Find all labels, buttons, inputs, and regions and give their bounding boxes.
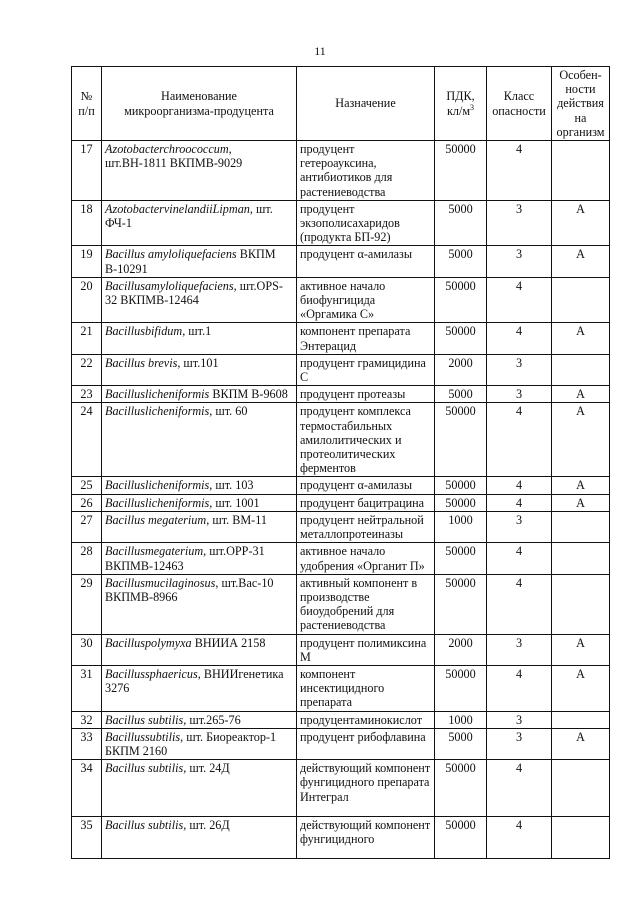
hazard-class-cell: 4: [487, 543, 552, 574]
purpose-cell: продуцент α-амилазы: [297, 246, 435, 277]
feature-cell: [552, 511, 610, 542]
organism-species: Bacillus subtilis: [105, 818, 184, 833]
organism-strain: ВКПМ В-9608: [209, 387, 288, 402]
organism-name: [102, 494, 297, 511]
row-number: 23: [72, 386, 102, 403]
row-number: 21: [72, 323, 102, 354]
header-num: № п/п: [72, 67, 102, 141]
purpose-cell: продуцент полимиксина М: [297, 634, 435, 665]
organism-species: Bacillus subtilis: [105, 712, 184, 727]
table-body: [72, 141, 610, 859]
purpose-cell: активный компонент в производстве биоудобрений для растениеводства: [297, 574, 435, 634]
organism-strain: , шт.Вас-10 ВКПМВ-8966: [105, 575, 274, 604]
organism-name: [102, 665, 297, 711]
table-row: [72, 386, 610, 403]
purpose-cell: продуцент гетероауксина, антибиотиков для растениеводства: [297, 141, 435, 201]
row-number: 34: [72, 760, 102, 817]
organism-strain: , ВНИИгенетика 3276: [105, 666, 284, 696]
table-row: [72, 728, 610, 759]
table-row: [72, 711, 610, 728]
feature-cell: А: [552, 323, 610, 354]
hazard-class-cell: 4: [487, 494, 552, 511]
organism-species: Bacillus amyloliquefaciens: [105, 247, 237, 262]
feature-cell: А: [552, 403, 610, 477]
organism-name: [102, 386, 297, 403]
feature-cell: [552, 711, 610, 728]
pdk-cell: 5000: [435, 728, 487, 759]
pdk-cell: 50000: [435, 574, 487, 634]
pdk-cell: 2000: [435, 354, 487, 385]
feature-cell: [552, 543, 610, 574]
organism-strain: , шт. 1001: [209, 495, 260, 510]
organism-species: AzotobactervinelandiiLipman: [105, 201, 250, 216]
organism-species: Bacillus megaterium: [105, 512, 207, 527]
table-row: [72, 200, 610, 246]
organism-strain: , шт. 103: [209, 478, 254, 493]
hazard-class-cell: 4: [487, 760, 552, 817]
organism-name: [102, 817, 297, 859]
organism-species: Bacillusmucilaginosus: [105, 575, 216, 590]
organism-strain: , шт. 26Д: [183, 818, 230, 833]
microorganism-table: [71, 66, 610, 859]
organism-strain: , шт. Биореактор-1 БКПМ 2160: [105, 729, 277, 758]
pdk-cell: 50000: [435, 543, 487, 574]
table-row: [72, 543, 610, 574]
organism-species: Bacillus brevis: [105, 355, 178, 370]
organism-name: [102, 246, 297, 277]
pdk-cell: 2000: [435, 634, 487, 665]
organism-species: Bacilluslicheniformis: [105, 478, 210, 493]
organism-species: Bacilluslicheniformis: [105, 387, 210, 402]
purpose-cell: продуцент протеазы: [297, 386, 435, 403]
hazard-class-cell: 3: [487, 246, 552, 277]
hazard-class-cell: 3: [487, 386, 552, 403]
organism-strain: ВКПМ В-10291: [105, 247, 276, 276]
hazard-class-cell: 4: [487, 477, 552, 494]
hazard-class-cell: 3: [487, 511, 552, 542]
organism-strain: , шт.101: [177, 355, 219, 370]
feature-cell: [552, 354, 610, 385]
pdk-cell: 50000: [435, 494, 487, 511]
row-number: 18: [72, 200, 102, 246]
organism-species: Bacilluspolymyxa: [105, 635, 192, 650]
purpose-cell: продуцент α-амилазы: [297, 477, 435, 494]
organism-strain: , шт. 24Д: [183, 761, 230, 776]
hazard-class-cell: 4: [487, 323, 552, 354]
pdk-cell: 50000: [435, 760, 487, 817]
hazard-class-cell: 3: [487, 354, 552, 385]
pdk-cell: 50000: [435, 477, 487, 494]
organism-name: [102, 354, 297, 385]
feature-cell: А: [552, 665, 610, 711]
row-number: 28: [72, 543, 102, 574]
header-features: Особен- ности действия на организм: [552, 67, 610, 141]
row-number: 22: [72, 354, 102, 385]
table-row: [72, 246, 610, 277]
organism-species: Bacillusmegaterium: [105, 544, 204, 559]
hazard-class-cell: 4: [487, 665, 552, 711]
hazard-class-cell: 3: [487, 711, 552, 728]
table-row: [72, 354, 610, 385]
feature-cell: А: [552, 634, 610, 665]
organism-species: Bacillus subtilis: [105, 761, 184, 776]
hazard-class-cell: 3: [487, 200, 552, 246]
row-number: 20: [72, 277, 102, 323]
pdk-cell: 50000: [435, 817, 487, 859]
pdk-cell: 50000: [435, 323, 487, 354]
header-hazard: Класс опасности: [487, 67, 552, 141]
organism-name: [102, 141, 297, 201]
hazard-class-cell: 4: [487, 817, 552, 859]
organism-species: Bacillusbifidum: [105, 324, 183, 339]
purpose-cell: действующий компонент фунгицидного: [297, 817, 435, 859]
hazard-class-cell: 4: [487, 277, 552, 323]
organism-name: [102, 477, 297, 494]
pdk-cell: 5000: [435, 200, 487, 246]
row-number: 29: [72, 574, 102, 634]
row-number: 25: [72, 477, 102, 494]
purpose-cell: продуцент экзополисахаридов (продукта БП-92): [297, 200, 435, 246]
organism-strain: , шт. ФЧ-1: [105, 201, 273, 231]
row-number: 35: [72, 817, 102, 859]
row-number: 26: [72, 494, 102, 511]
row-number: 32: [72, 711, 102, 728]
organism-name: [102, 634, 297, 665]
purpose-cell: продуцент рибофлавина: [297, 728, 435, 759]
organism-name: [102, 323, 297, 354]
pdk-cell: 5000: [435, 386, 487, 403]
organism-name: [102, 511, 297, 542]
hazard-class-cell: 3: [487, 634, 552, 665]
header-purpose: Назначение: [297, 67, 435, 141]
feature-cell: [552, 817, 610, 859]
purpose-cell: продуцент грамицидина С: [297, 354, 435, 385]
table-row: [72, 511, 610, 542]
feature-cell: [552, 574, 610, 634]
purpose-cell: продуцент бацитрацина: [297, 494, 435, 511]
purpose-cell: активное начало биофунгицида «Оргамика С»: [297, 277, 435, 323]
purpose-cell: компонент инсектицидного препарата: [297, 665, 435, 711]
feature-cell: А: [552, 246, 610, 277]
organism-strain: , шт. 60: [209, 404, 248, 419]
pdk-cell: 50000: [435, 403, 487, 477]
pdk-cell: 50000: [435, 665, 487, 711]
organism-strain: ВНИИА 2158: [191, 635, 266, 650]
organism-strain: , шт.ВН-1811 ВКПМВ-9029: [105, 142, 243, 171]
row-number: 30: [72, 634, 102, 665]
organism-strain: , шт. ВМ-11: [206, 512, 267, 527]
purpose-cell: продуцентаминокислот: [297, 711, 435, 728]
header-name: Наименование микроорганизма-продуцента: [102, 67, 297, 141]
organism-species: Bacilluslicheniformis: [105, 495, 210, 510]
organism-name: [102, 403, 297, 477]
feature-cell: А: [552, 728, 610, 759]
organism-species: Azotobacterchroococcum: [105, 142, 229, 157]
feature-cell: А: [552, 494, 610, 511]
row-number: 24: [72, 403, 102, 477]
organism-name: [102, 711, 297, 728]
page-number: 11: [314, 44, 326, 58]
purpose-cell: компонент препарата Энтерацид: [297, 323, 435, 354]
purpose-cell: действующий компонент фунгицидного препарата Интеграл: [297, 760, 435, 817]
table-row: [72, 277, 610, 323]
purpose-cell: продуцент комплекса термостабильных амилолитических и протеолитических ферментов: [297, 403, 435, 477]
table-row: [72, 323, 610, 354]
organism-strain: , шт.ОРР-31 ВКПМВ-12463: [105, 544, 265, 573]
organism-species: Bacillussphaericus: [105, 666, 198, 681]
organism-name: [102, 277, 297, 323]
table-row: [72, 817, 610, 859]
organism-name: [102, 574, 297, 634]
row-number: 17: [72, 141, 102, 201]
hazard-class-cell: 4: [487, 403, 552, 477]
table-row: [72, 494, 610, 511]
table-header-row: [72, 67, 610, 141]
organism-species: Bacillussubtilis: [105, 729, 181, 744]
feature-cell: А: [552, 200, 610, 246]
organism-species: Bacilluslicheniformis: [105, 404, 210, 419]
pdk-cell: 50000: [435, 141, 487, 201]
organism-name: [102, 543, 297, 574]
pdk-cell: 1000: [435, 511, 487, 542]
hazard-class-cell: 4: [487, 574, 552, 634]
row-number: 19: [72, 246, 102, 277]
feature-cell: [552, 141, 610, 201]
table-row: [72, 403, 610, 477]
table-row: [72, 665, 610, 711]
feature-cell: А: [552, 477, 610, 494]
row-number: 33: [72, 728, 102, 759]
header-pdk: ПДК, $кл/м^3$: [435, 67, 487, 141]
row-number: 27: [72, 511, 102, 542]
purpose-cell: продуцент нейтральной металлопротеиназы: [297, 511, 435, 542]
organism-name: [102, 728, 297, 759]
feature-cell: [552, 760, 610, 817]
organism-name: [102, 760, 297, 817]
feature-cell: А: [552, 386, 610, 403]
row-number: 31: [72, 665, 102, 711]
table-row: [72, 141, 610, 201]
organism-species: Bacillusamyloliquefaciens: [105, 278, 234, 293]
purpose-cell: активное начало удобрения «Органит П»: [297, 543, 435, 574]
organism-strain: , шт.265-76: [183, 712, 241, 727]
organism-name: [102, 200, 297, 246]
table-row: [72, 634, 610, 665]
feature-cell: [552, 277, 610, 323]
organism-strain: , шт.1: [182, 324, 212, 339]
hazard-class-cell: 4: [487, 141, 552, 201]
table-row: [72, 477, 610, 494]
table-row: [72, 574, 610, 634]
hazard-class-cell: 3: [487, 728, 552, 759]
pdk-cell: 1000: [435, 711, 487, 728]
table-row: [72, 760, 610, 817]
organism-strain: , шт.OPS-32 ВКПМВ-12464: [105, 278, 283, 308]
pdk-cell: 5000: [435, 246, 487, 277]
pdk-cell: 50000: [435, 277, 487, 323]
